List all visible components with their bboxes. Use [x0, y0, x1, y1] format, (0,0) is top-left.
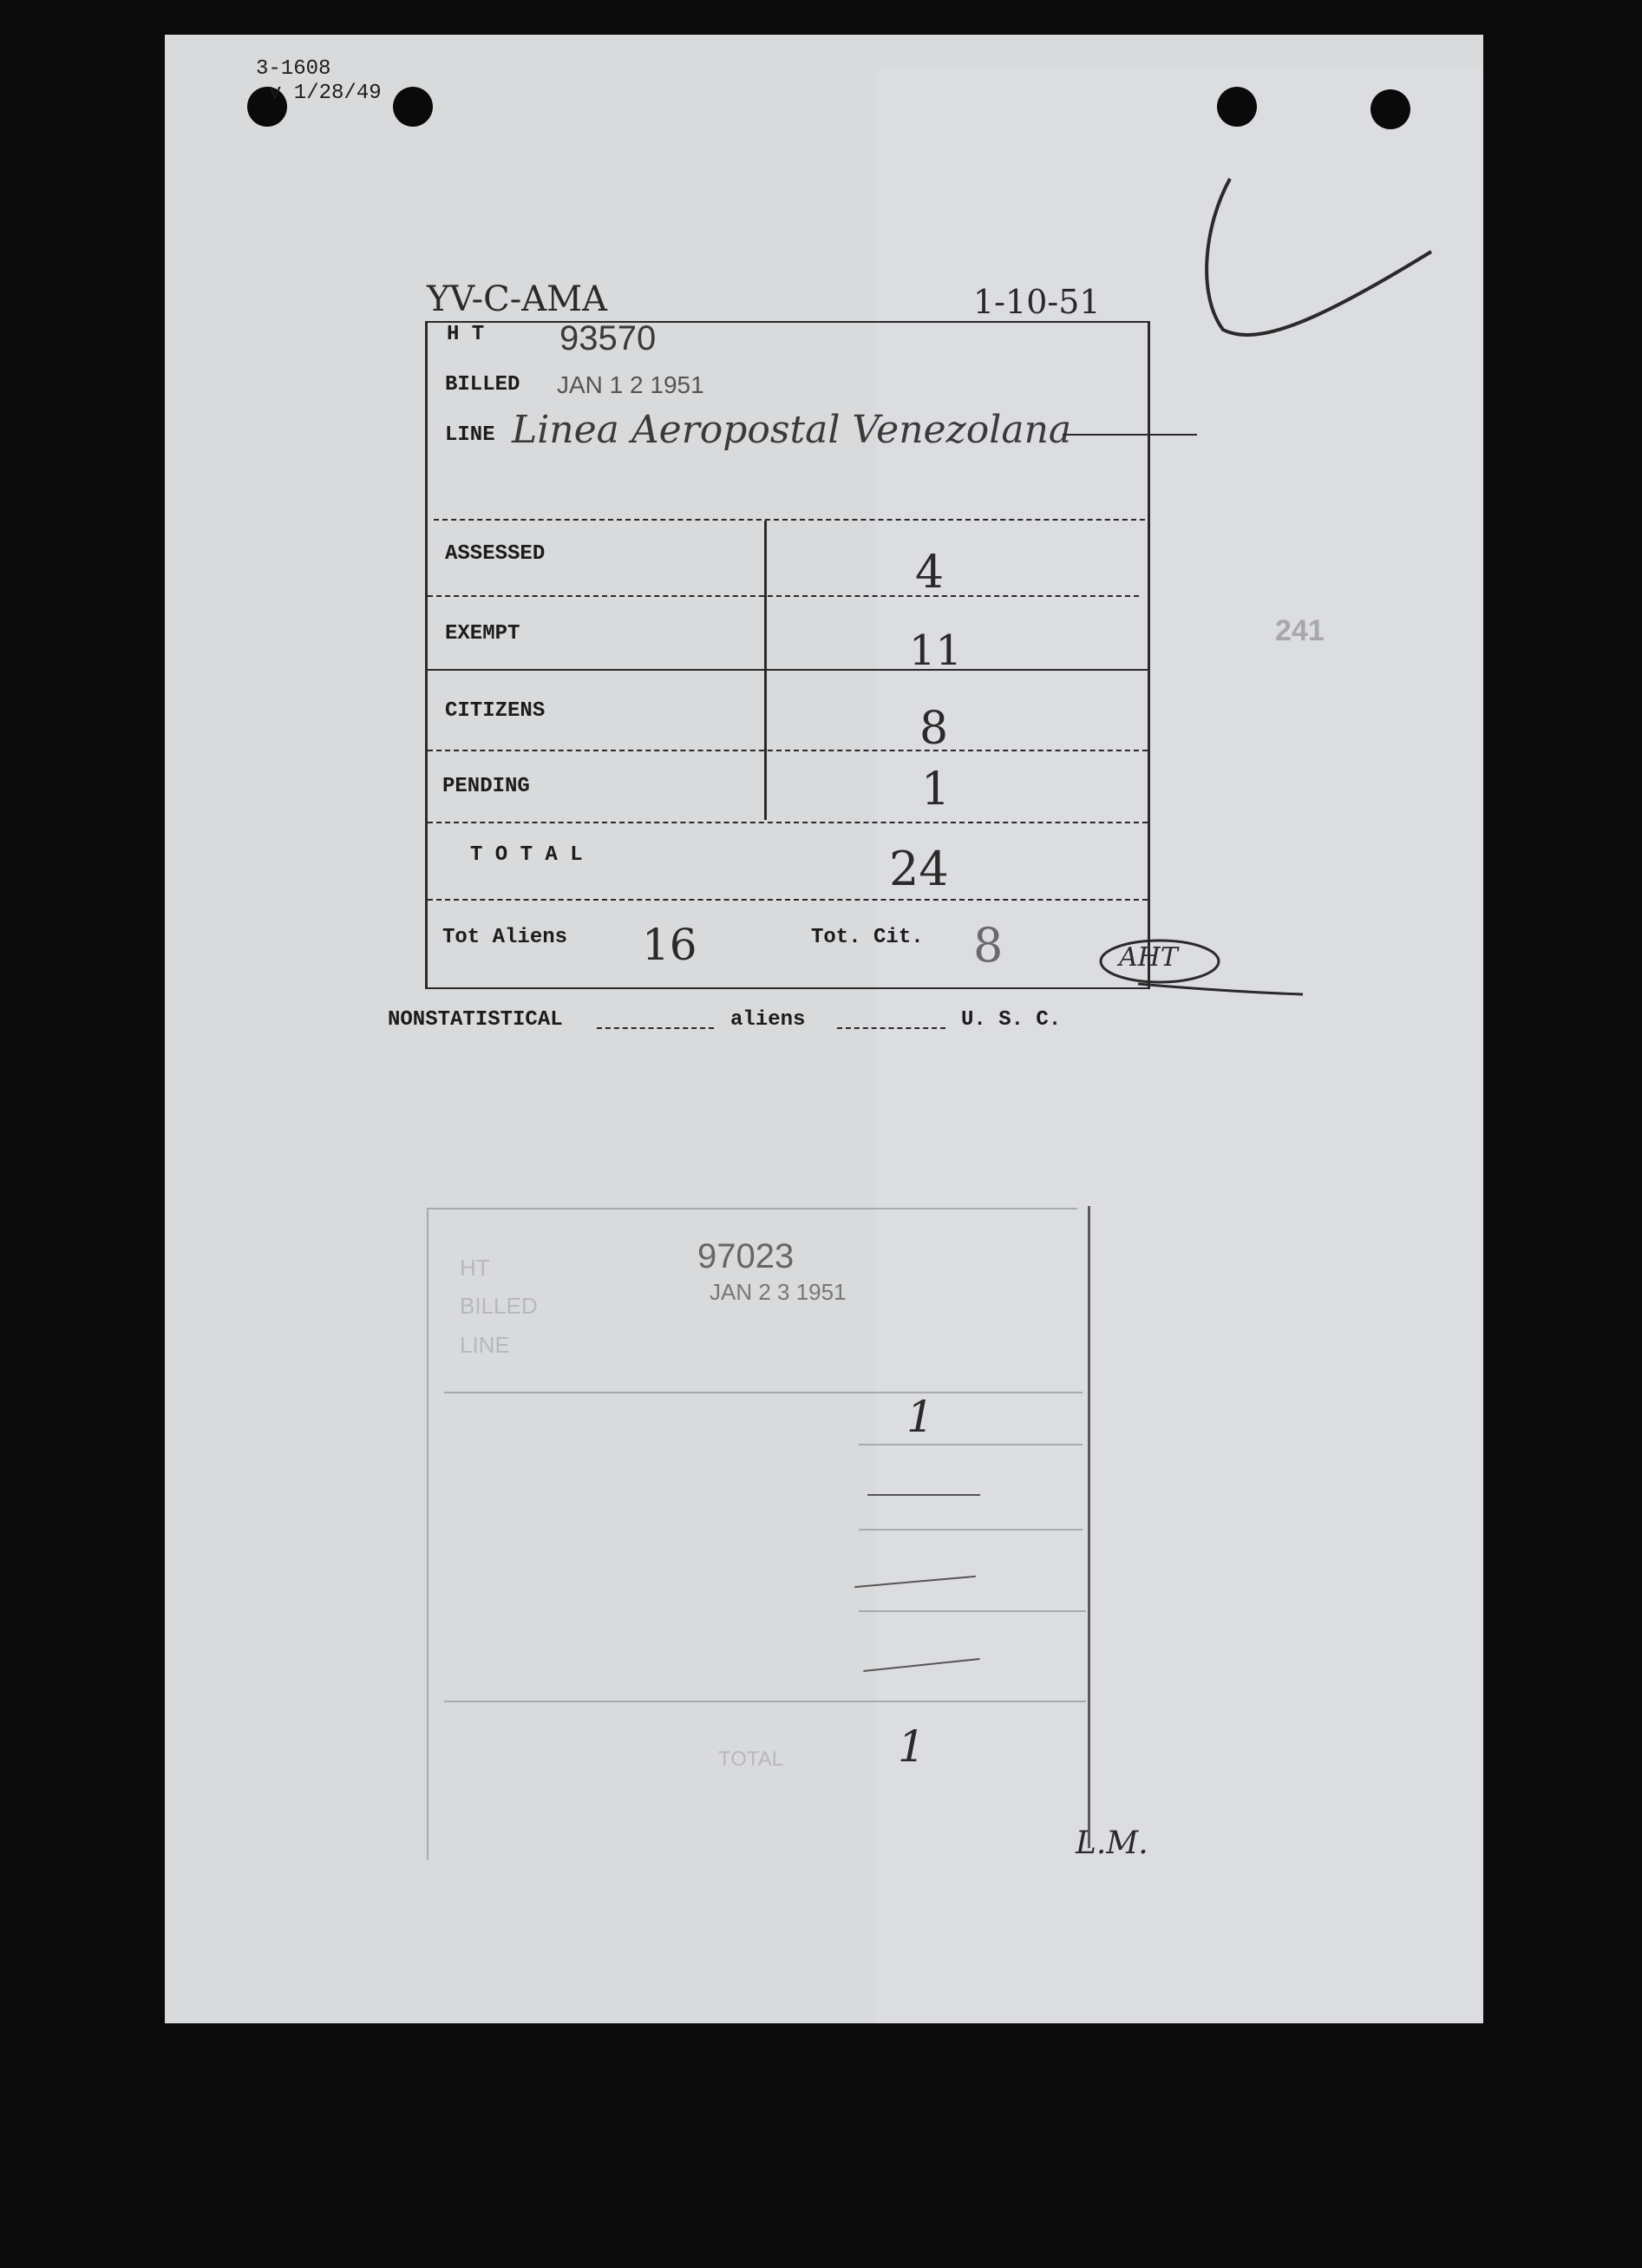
- card2-billed-date: JAN 2 3 1951: [710, 1279, 847, 1305]
- card2-line-3: [859, 1529, 1083, 1531]
- row-value-exempt: 11: [909, 626, 963, 675]
- card2-ht-label: HT: [460, 1255, 490, 1281]
- card2-line-2: [859, 1444, 1083, 1445]
- row-value-assessed: 4: [915, 547, 945, 599]
- table-line-5: [428, 899, 1148, 901]
- card1-left-border: [425, 321, 428, 989]
- ht-number: 93570: [559, 319, 657, 357]
- usc-label: U. S. C.: [961, 1008, 1062, 1032]
- card2-line-5: [444, 1701, 1086, 1702]
- billed-label: BILLED: [445, 373, 520, 397]
- table-line-top: [434, 519, 1145, 521]
- card2-left-border: [427, 1208, 428, 1860]
- document-page-right-strip: [876, 69, 1483, 2023]
- ht-label: H T: [447, 323, 485, 346]
- line-underline: [1063, 434, 1197, 436]
- table-line-4: [428, 822, 1148, 823]
- total-value: 24: [889, 842, 949, 896]
- table-line-1: [428, 595, 1139, 597]
- flight-number: YV-C-AMA: [427, 279, 607, 319]
- airline-name: Linea Aeropostal Venezolana: [512, 408, 1072, 452]
- row-label-pending: PENDING: [442, 775, 530, 798]
- card2-line-4: [859, 1610, 1086, 1612]
- initials-signature: AHT: [1119, 942, 1178, 973]
- row-label-exempt: EXEMPT: [445, 622, 520, 646]
- card2-first-value: 1: [906, 1392, 934, 1442]
- table-column-divider: [764, 521, 767, 820]
- card1-bottom-border: [425, 987, 1150, 989]
- tot-cit-value: 8: [973, 918, 1004, 973]
- initials-loop-icon: [1095, 932, 1312, 1001]
- row-value-pending: 1: [921, 764, 951, 816]
- nonstatistical-label: NONSTATISTICAL: [388, 1008, 563, 1032]
- form-number: 3-1608: [256, 57, 331, 81]
- check-mark-icon: [1188, 174, 1449, 347]
- card2-billed-label: BILLED: [460, 1293, 538, 1319]
- line-label: LINE: [445, 423, 495, 447]
- tot-cit-label: Tot. Cit.: [811, 926, 924, 949]
- aliens-label: aliens: [730, 1008, 806, 1032]
- tot-aliens-label: Tot Aliens: [442, 926, 568, 949]
- card2-total-label: TOTAL: [718, 1747, 784, 1771]
- card2-dash-1: [867, 1494, 980, 1496]
- card1-top-border: [425, 321, 1150, 323]
- tot-aliens-value: 16: [642, 920, 697, 970]
- nonstat-aliens-blank: [597, 1027, 714, 1029]
- punch-hole-4: [1371, 89, 1410, 129]
- side-page-number: 241: [1275, 614, 1325, 647]
- row-label-assessed: ASSESSED: [445, 542, 546, 566]
- card2-right-border: [1088, 1206, 1090, 1848]
- billed-date-stamp: JAN 1 2 1951: [557, 371, 704, 398]
- table-line-3: [428, 750, 1148, 751]
- card1-right-border: [1148, 321, 1150, 989]
- card2-initials: L.M.: [1076, 1826, 1148, 1861]
- card2-line-label: LINE: [460, 1332, 510, 1358]
- punch-hole-3: [1217, 87, 1257, 127]
- row-label-citizens: CITIZENS: [445, 699, 546, 723]
- table-line-2: [428, 669, 1148, 671]
- card2-top-border: [427, 1208, 1077, 1209]
- row-value-citizens: 8: [919, 703, 949, 755]
- form-revision: v 1/28/49: [269, 82, 382, 105]
- card-date: 1-10-51: [973, 283, 1101, 321]
- nonstat-usc-blank: [837, 1027, 945, 1029]
- punch-hole-2: [393, 87, 433, 127]
- card2-ht-number: 97023: [697, 1237, 795, 1275]
- total-label: T O T A L: [470, 843, 583, 867]
- card2-total-value: 1: [898, 1721, 926, 1772]
- card2-line-1: [444, 1392, 1083, 1393]
